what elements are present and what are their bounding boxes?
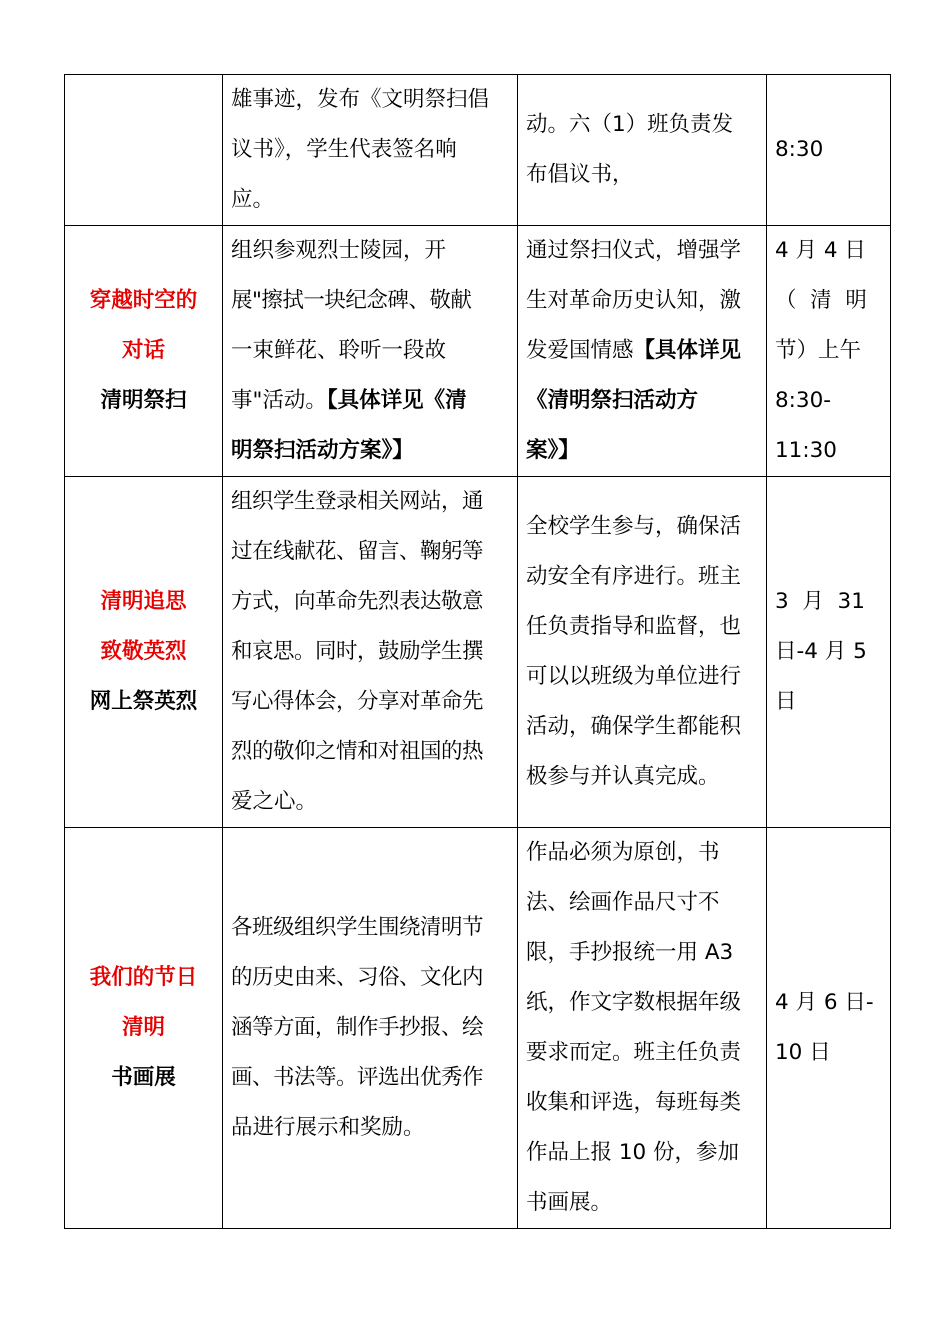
activity-name-cell: 清明追思 致敬英烈 网上祭英烈 bbox=[65, 477, 223, 828]
activity-name-cell: 我们的节日 清明 书画展 bbox=[65, 828, 223, 1229]
activity-content-cell: 组织学生登录相关网站，通 过在线献花、留言、鞠躬等 方式，向革命先烈表达敬意 和哀思。同时，鼓励学生撰 写心得体会，分享对革命先 烈的敬仰之情和对祖国的热 爱之心。 bbox=[223, 477, 518, 828]
activity-content-cell: 各班级组织学生围绕清明节 的历史由来、习俗、文化内 涵等方面，制作手抄报、绘 画、书法等。评选出优秀作 品进行展示和奖励。 bbox=[223, 828, 518, 1229]
activity-note-cell: 作品必须为原创，书 法、绘画作品尺寸不 限，手抄报统一用 A3 纸，作文字数根据年级 要求而定。班主任负责 收集和评选，每班每类 作品上报 10 份，参加 书画展。 bbox=[518, 828, 767, 1229]
table-row bbox=[65, 477, 891, 828]
activity-note-cell: 动。六（1）班负责发 布倡议书， bbox=[518, 75, 767, 226]
activity-content-cell: 组织参观烈士陵园，开 展"擦拭一块纪念碑、敬献 一束鲜花、聆听一段故 事"活动。【具体详见《清 明祭扫活动方案》】 bbox=[223, 226, 518, 477]
activity-time-cell: 8:30 bbox=[767, 75, 891, 226]
activity-name-cell bbox=[65, 75, 223, 226]
table-row bbox=[65, 828, 891, 1229]
activity-time-cell: 4 月 6 日- 10 日 bbox=[767, 828, 891, 1229]
activity-time-cell: 4 月 4 日 （ 清 明 节）上午 8:30- 11:30 bbox=[767, 226, 891, 477]
table-row bbox=[65, 226, 891, 477]
activity-table bbox=[64, 74, 891, 1229]
activity-note-cell: 通过祭扫仪式，增强学 生对革命历史认知，激 发爱国情感【具体详见 《清明祭扫活动方 案》】 bbox=[518, 226, 767, 477]
activity-name-cell: 穿越时空的 对话 清明祭扫 bbox=[65, 226, 223, 477]
table-row bbox=[65, 75, 891, 226]
activity-time-cell: 3 月 31 日-4 月 5 日 bbox=[767, 477, 891, 828]
activity-note-cell: 全校学生参与，确保活 动安全有序进行。班主 任负责指导和监督，也 可以以班级为单位进行 活动，确保学生都能积 极参与并认真完成。 bbox=[518, 477, 767, 828]
activity-content-cell: 雄事迹，发布《文明祭扫倡 议书》，学生代表签名响 应。 bbox=[223, 75, 518, 226]
